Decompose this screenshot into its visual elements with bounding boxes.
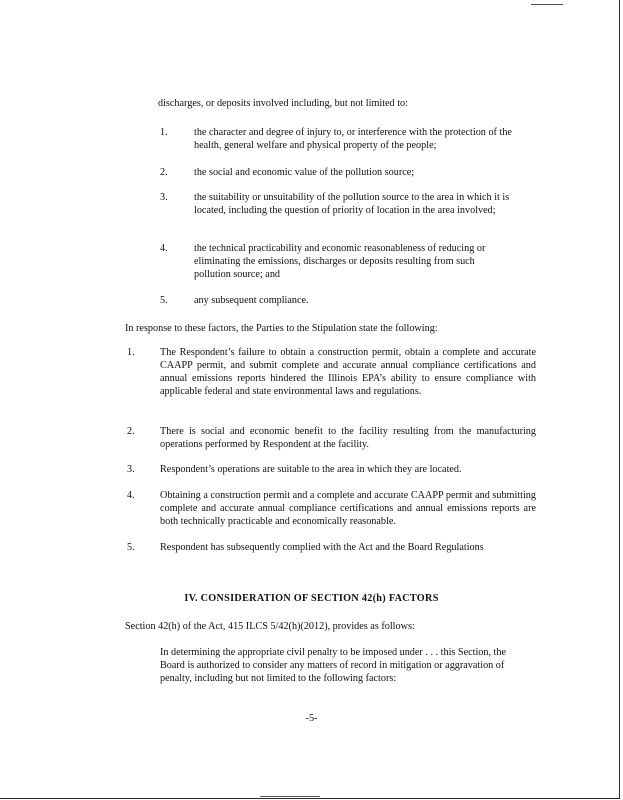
- response-text: Obtaining a construction permit and a complete and accurate CAAPP permit and submitting complete and accurate annual compliance certifications and annual emissions reports are both technically practicable and economically reasonable.: [160, 490, 536, 527]
- response-number: 2.: [127, 426, 135, 437]
- response-text: Respondent has subsequently complied with the Act and the Board Regulations: [160, 542, 484, 553]
- factor-number: 3.: [160, 192, 168, 203]
- factor-number: 5.: [160, 295, 168, 306]
- response-intro: In response to these factors, the Parties to the Stipulation state the following:: [125, 323, 438, 334]
- factor-text: the character and degree of injury to, or interference with the protection of the health, general welfare and physical property of the people;: [194, 127, 512, 151]
- factor-text: the social and economic value of the pollution source;: [194, 167, 415, 178]
- section-heading: IV. CONSIDERATION OF SECTION 42(h) FACTORS: [184, 593, 439, 604]
- factor-number: 1.: [160, 127, 168, 138]
- factor-number: 2.: [160, 167, 168, 178]
- factor-text: the suitability or unsuitability of the pollution source to the area in which it is located, including the question of priority of location in the area involved;: [194, 192, 510, 216]
- response-text: The Respondent’s failure to obtain a construction permit, obtain a complete and accurate CAAPP permit, and submit complete and accurate annual compliance certifications and annual emissions reports hindered the Illinois EPA’s ability to ensure compliance with applicable federal and state environmental laws and regulations.: [160, 347, 536, 397]
- response-text: Respondent’s operations are suitable to the area in which they are located.: [160, 464, 462, 475]
- response-number: 4.: [127, 490, 135, 501]
- section-intro: Section 42(h) of the Act, 415 ILCS 5/42(h)(2012), provides as follows:: [125, 621, 415, 632]
- factor-text: the technical practicability and economic reasonableness of reducing or eliminating the emissions, discharges or deposits resulting from such pollution source; and: [194, 243, 486, 280]
- block-quote: In determining the appropriate civil penalty to be imposed under . . . this Section, the Board is authorized to consider any matters of record in mitigation or aggravation of penalty, including but not limited to the following factors:: [160, 647, 507, 684]
- scan-mark-top: [531, 4, 563, 5]
- page-number: -5-: [305, 713, 318, 724]
- factor-text: any subsequent compliance.: [194, 295, 309, 306]
- intro-line: discharges, or deposits involved including, but not limited to:: [158, 98, 408, 109]
- response-text: There is social and economic benefit to the facility resulting from the manufacturing operations performed by Respondent at the facility.: [160, 426, 536, 450]
- response-number: 1.: [127, 347, 135, 358]
- response-number: 5.: [127, 542, 135, 553]
- response-number: 3.: [127, 464, 135, 475]
- factor-number: 4.: [160, 243, 168, 254]
- scan-mark-bottom: [260, 796, 320, 797]
